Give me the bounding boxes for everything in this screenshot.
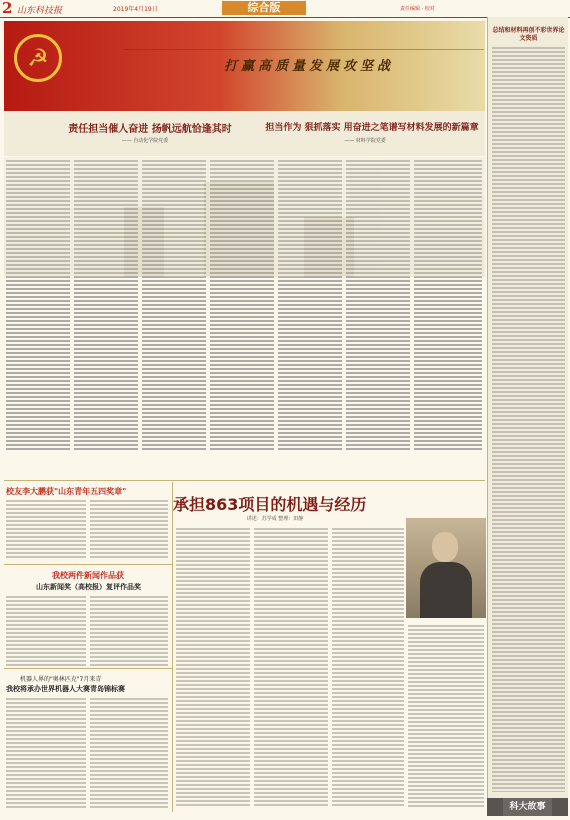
text-column [176, 528, 250, 808]
text-column [6, 698, 86, 808]
text-column [90, 500, 168, 560]
right-article-byline: —— 材料学院党委 [344, 138, 386, 144]
editor-line: 责任编辑 · 校对 [400, 6, 435, 12]
column-label: 科大故事 [503, 798, 551, 816]
text-column [492, 47, 565, 792]
text-column [254, 528, 328, 808]
text-column [6, 596, 86, 666]
building-shape [124, 207, 164, 277]
page-header [0, 0, 570, 17]
side-column-head: 总结和材料再创不彩世界论文资质 [492, 27, 565, 42]
news-head-press-award: 我校两件新闻作品获 [52, 571, 124, 580]
portrait-face [432, 532, 458, 562]
paper-name: 山东科技报 [17, 6, 63, 16]
side-column [487, 17, 568, 802]
news-head-robot: 我校将承办世界机器人大赛青岛锦标赛 [6, 685, 125, 693]
right-article-head: 担当作为 狠抓落实 用奋进之笔谱写材料发展的新篇章 [265, 123, 479, 133]
divider [172, 482, 173, 812]
building-shape [304, 217, 354, 277]
campus-photo-backdrop [4, 157, 485, 277]
text-column [332, 528, 404, 808]
banner-title: 打赢高质量发展攻坚战 [223, 59, 394, 74]
text-column [408, 625, 484, 808]
header-rule [0, 17, 570, 18]
feature-byline: 讲述：苏学成 整理：田静 [246, 516, 304, 522]
issue-date: 2019年4月19日 [113, 6, 158, 13]
building-shape [204, 182, 274, 277]
news-head-award: 校友李大鹏获"山东青年五四奖章" [6, 487, 127, 496]
section-tag: 综合版 [222, 1, 306, 15]
page-number: 2 [2, 0, 13, 17]
text-column [6, 500, 86, 560]
column-label-box [487, 798, 568, 816]
news-subhead-press-award: 山东新闻奖（高校报）复评作品奖 [36, 583, 141, 591]
left-article-byline: —— 自动化学院党委 [121, 138, 169, 144]
party-emblem-icon: ☭ [14, 34, 62, 82]
feature-headline: 承担863项目的机遇与经历 [173, 495, 367, 514]
divider [4, 564, 172, 565]
divider [4, 480, 485, 481]
divider [4, 668, 172, 669]
banner [4, 21, 485, 111]
news-kicker-robot: 机器人界的"奥林匹克"7月来青 [20, 676, 102, 683]
text-column [90, 698, 168, 808]
left-article-head: 责任担当催人奋进 扬帆远航恰逢其时 [68, 124, 232, 135]
text-column [90, 596, 168, 666]
portrait-photo [406, 518, 486, 618]
portrait-body [420, 562, 472, 618]
